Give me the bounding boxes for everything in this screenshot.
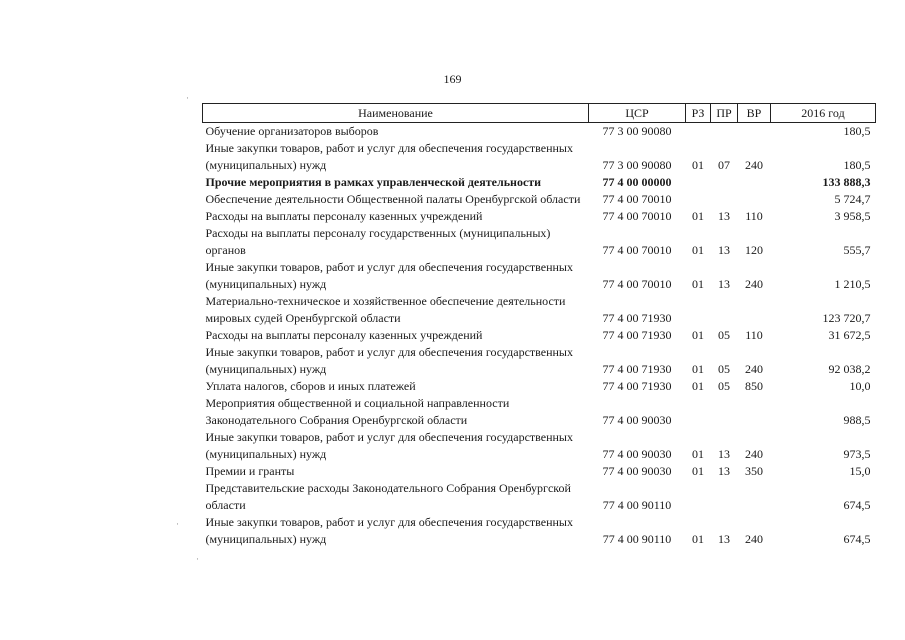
row-vr: 240 (745, 532, 763, 546)
row-vr: 240 (745, 158, 763, 172)
header-pr: ПР (711, 104, 738, 123)
row-rz: 01 (692, 379, 704, 393)
margin-dot: · (196, 554, 199, 564)
row-pr (711, 191, 738, 208)
header-csr: ЦСР (589, 104, 686, 123)
row-name: Представительские расходы Законодательного Собрания Оренбургской области (205, 481, 571, 512)
row-amount: 5 724,7 (834, 192, 871, 206)
row-pr: 13 (718, 243, 730, 257)
row-vr: 110 (745, 209, 763, 223)
row-rz: 01 (692, 243, 704, 257)
row-vr (738, 395, 771, 429)
row-rz (686, 191, 711, 208)
row-amount: 674,5 (843, 532, 871, 546)
budget-table (202, 103, 876, 548)
row-amount: 180,5 (843, 124, 871, 138)
row-amount: 674,5 (843, 498, 871, 512)
header-vr: ВР (738, 104, 771, 123)
table-row (203, 463, 876, 480)
row-rz: 01 (692, 532, 704, 546)
row-rz (686, 395, 711, 429)
row-amount: 10,0 (849, 379, 871, 393)
row-csr: 77 4 00 90110 (602, 532, 672, 546)
table-row (203, 429, 876, 463)
row-amount: 133 888,3 (822, 175, 871, 189)
row-name: Расходы на выплаты персоналу государственных (муниципальных) органов (205, 226, 551, 257)
row-amount: 3 958,5 (834, 209, 871, 223)
table-row (203, 208, 876, 225)
row-vr (738, 191, 771, 208)
row-vr: 240 (745, 362, 763, 376)
budget-table-container (202, 103, 875, 548)
table-row (203, 344, 876, 378)
table-row (203, 514, 876, 548)
row-amount: 1 210,5 (834, 277, 871, 291)
row-csr: 77 4 00 70010 (602, 243, 672, 257)
row-csr: 77 4 00 00000 (602, 175, 672, 189)
table-row (203, 259, 876, 293)
row-vr: 350 (745, 464, 763, 478)
row-name: Расходы на выплаты персоналу казенных учреждений (205, 328, 483, 342)
row-csr: 77 4 00 90030 (602, 464, 672, 478)
row-name: Уплата налогов, сборов и иных платежей (205, 379, 416, 393)
header-year: 2016 год (771, 104, 876, 123)
row-pr: 13 (718, 277, 730, 291)
row-pr (711, 174, 738, 191)
table-row (203, 480, 876, 514)
row-pr (711, 293, 738, 327)
row-pr: 05 (718, 379, 730, 393)
row-pr: 05 (718, 328, 730, 342)
row-rz (686, 174, 711, 191)
margin-dot: · (186, 93, 189, 103)
row-name: Иные закупки товаров, работ и услуг для обеспечения государственных (муниципальных) нужд (205, 515, 573, 546)
row-pr (711, 480, 738, 514)
row-csr: 77 4 00 71930 (602, 379, 672, 393)
table-row (203, 191, 876, 208)
row-rz: 01 (692, 328, 704, 342)
row-csr: 77 4 00 70010 (602, 209, 672, 223)
row-name: Обучение организаторов выборов (205, 124, 379, 138)
row-vr (738, 480, 771, 514)
table-row (203, 140, 876, 174)
row-csr: 77 4 00 71930 (602, 328, 672, 342)
row-rz: 01 (692, 209, 704, 223)
row-amount: 123 720,7 (822, 311, 871, 325)
row-rz: 01 (692, 362, 704, 376)
row-csr: 77 3 00 90080 (602, 158, 672, 172)
row-vr (738, 174, 771, 191)
row-pr: 13 (718, 464, 730, 478)
row-name: Иные закупки товаров, работ и услуг для обеспечения государственных (муниципальных) нужд (205, 260, 573, 291)
row-csr: 77 4 00 70010 (602, 277, 672, 291)
row-rz: 01 (692, 464, 704, 478)
row-csr: 77 4 00 90030 (602, 447, 672, 461)
row-rz (686, 123, 711, 141)
row-name: Иные закупки товаров, работ и услуг для обеспечения государственных (муниципальных) нужд (205, 430, 573, 461)
row-rz: 01 (692, 447, 704, 461)
row-rz (686, 293, 711, 327)
row-csr: 77 4 00 90110 (602, 498, 672, 512)
row-vr (738, 123, 771, 141)
row-name: Иные закупки товаров, работ и услуг для обеспечения государственных (муниципальных) нужд (205, 141, 573, 172)
row-name: Иные закупки товаров, работ и услуг для обеспечения государственных (муниципальных) нужд (205, 345, 573, 376)
row-vr: 120 (745, 243, 763, 257)
row-pr: 13 (718, 532, 730, 546)
row-pr: 13 (718, 209, 730, 223)
header-name: Наименование (203, 104, 589, 123)
row-csr: 77 4 00 90030 (602, 413, 672, 427)
row-amount: 31 672,5 (828, 328, 871, 342)
row-name: Прочие мероприятия в рамках управленческой деятельности (205, 175, 542, 189)
row-name: Мероприятия общественной и социальной направленности Законодательного Собрания Оренбургской области (205, 396, 510, 427)
row-name: Премии и гранты (205, 464, 295, 478)
table-row (203, 293, 876, 327)
row-csr: 77 4 00 70010 (602, 192, 672, 206)
row-vr: 240 (745, 277, 763, 291)
row-pr: 05 (718, 362, 730, 376)
margin-dot: · (176, 519, 179, 529)
table-row (203, 174, 876, 191)
table-row (203, 225, 876, 259)
table-row (203, 395, 876, 429)
row-amount: 180,5 (843, 158, 871, 172)
row-csr: 77 4 00 71930 (602, 311, 672, 325)
table-body (203, 123, 876, 549)
row-amount: 92 038,2 (828, 362, 871, 376)
row-name: Обеспечение деятельности Общественной палаты Оренбургской области (205, 192, 581, 206)
row-vr: 110 (745, 328, 763, 342)
row-amount: 555,7 (843, 243, 871, 257)
row-amount: 973,5 (843, 447, 871, 461)
row-pr: 07 (718, 158, 730, 172)
row-amount: 15,0 (849, 464, 871, 478)
row-vr: 850 (745, 379, 763, 393)
table-row (203, 123, 876, 141)
row-name: Расходы на выплаты персоналу казенных учреждений (205, 209, 483, 223)
row-rz: 01 (692, 277, 704, 291)
row-name: Материально-техническое и хозяйственное обеспечение деятельности мировых судей Оренбургской области (205, 294, 566, 325)
table-row (203, 327, 876, 344)
row-pr (711, 395, 738, 429)
table-row (203, 378, 876, 395)
row-rz (686, 480, 711, 514)
row-csr: 77 3 00 90080 (602, 124, 672, 138)
row-rz: 01 (692, 158, 704, 172)
row-csr: 77 4 00 71930 (602, 362, 672, 376)
header-rz: РЗ (686, 104, 711, 123)
row-pr: 13 (718, 447, 730, 461)
row-amount: 988,5 (843, 413, 871, 427)
table-header-row (203, 104, 876, 123)
row-pr (711, 123, 738, 141)
page-number: 169 (443, 72, 462, 86)
row-vr: 240 (745, 447, 763, 461)
row-vr (738, 293, 771, 327)
